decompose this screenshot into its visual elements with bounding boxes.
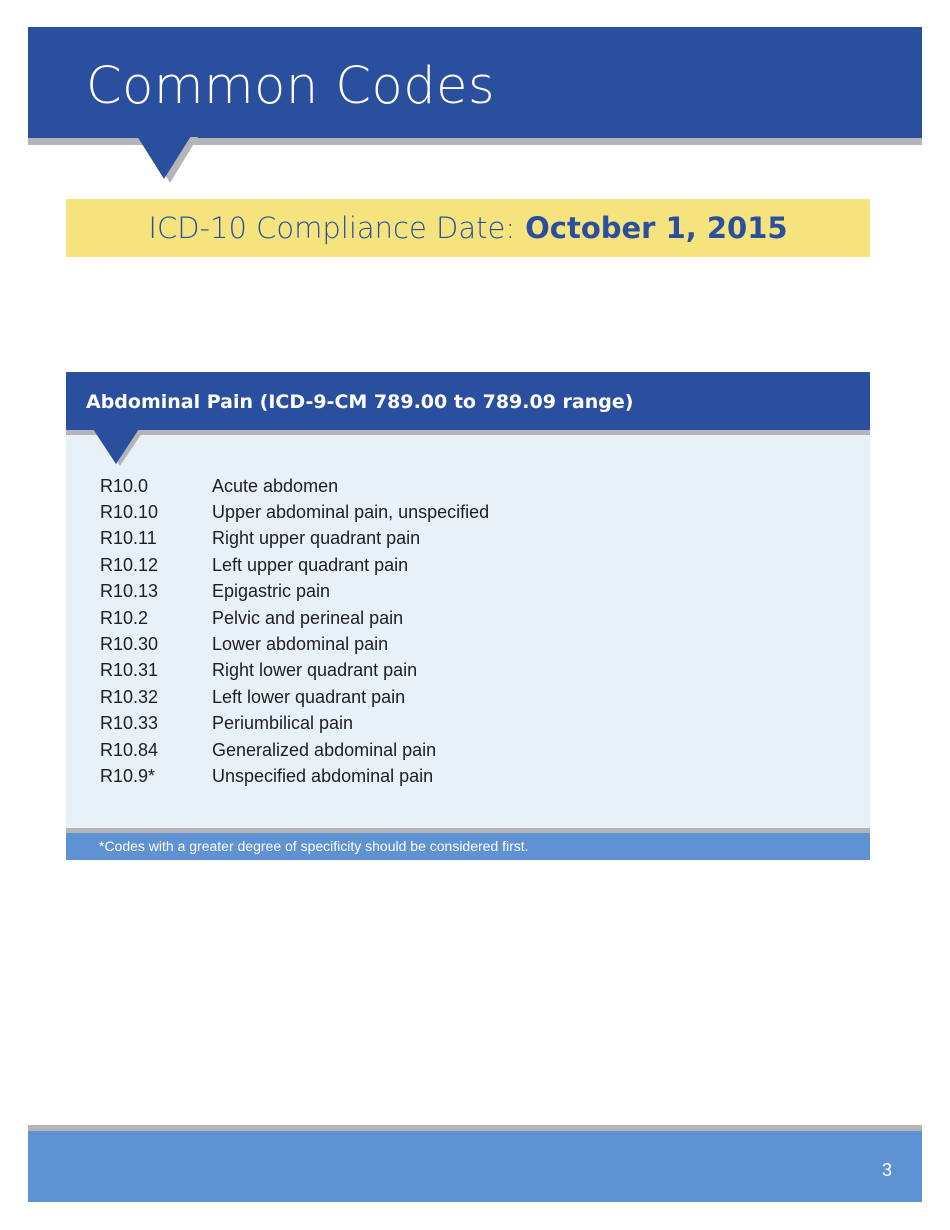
footnote: *Codes with a greater degree of specificity should be considered first. [66,833,870,860]
code-row [100,605,840,631]
code-description: Left upper quadrant pain [212,554,409,575]
code-value: R10.84 [100,739,159,760]
compliance-label: ICD-10 Compliance Date: [148,211,516,245]
code-description: Right upper quadrant pain [212,528,421,549]
code-value: R10.2 [100,607,149,628]
code-row [100,737,840,763]
code-value: R10.32 [100,686,159,707]
header-banner [28,27,922,138]
code-description: Epigastric pain [212,581,331,602]
code-row [100,473,840,499]
code-row [100,711,840,737]
code-value: R10.0 [100,475,149,496]
code-row [100,499,840,525]
code-row [100,684,840,710]
code-description: Pelvic and perineal pain [212,607,404,628]
code-description: Unspecified abdominal pain [212,765,434,786]
code-description: Generalized abdominal pain [212,739,437,760]
code-description: Left lower quadrant pain [212,686,406,707]
panel-pointer [93,429,139,464]
page-number: 3 [881,1160,892,1180]
code-row [100,526,840,552]
panel-header [66,372,870,430]
panel-header-shadow [66,430,870,435]
code-description: Upper abdominal pain, unspecified [212,502,490,523]
code-value: R10.10 [100,502,159,523]
code-description: Lower abdominal pain [212,634,389,655]
compliance-date: October 1, 2015 [525,211,788,245]
code-row [100,658,840,684]
code-description: Right lower quadrant pain [212,660,418,681]
code-row [100,763,840,789]
code-description: Acute abdomen [212,475,339,496]
code-value: R10.12 [100,554,159,575]
code-description: Periumbilical pain [212,713,354,734]
code-value: R10.13 [100,581,159,602]
code-value: R10.9* [100,765,156,786]
code-list [100,473,840,790]
header-pointer [137,136,191,179]
code-value: R10.11 [100,528,157,549]
code-row [100,579,840,605]
panel-title: Abdominal Pain (ICD-9-CM 789.00 to 789.09 range) [86,391,634,413]
code-panel [66,372,870,860]
code-value: R10.33 [100,713,159,734]
code-value: R10.31 [100,660,159,681]
code-row [100,552,840,578]
footer-band [28,1131,922,1202]
page-title: Common Codes [86,57,496,116]
code-row [100,631,840,657]
compliance-banner [66,199,870,257]
code-value: R10.30 [100,634,159,655]
